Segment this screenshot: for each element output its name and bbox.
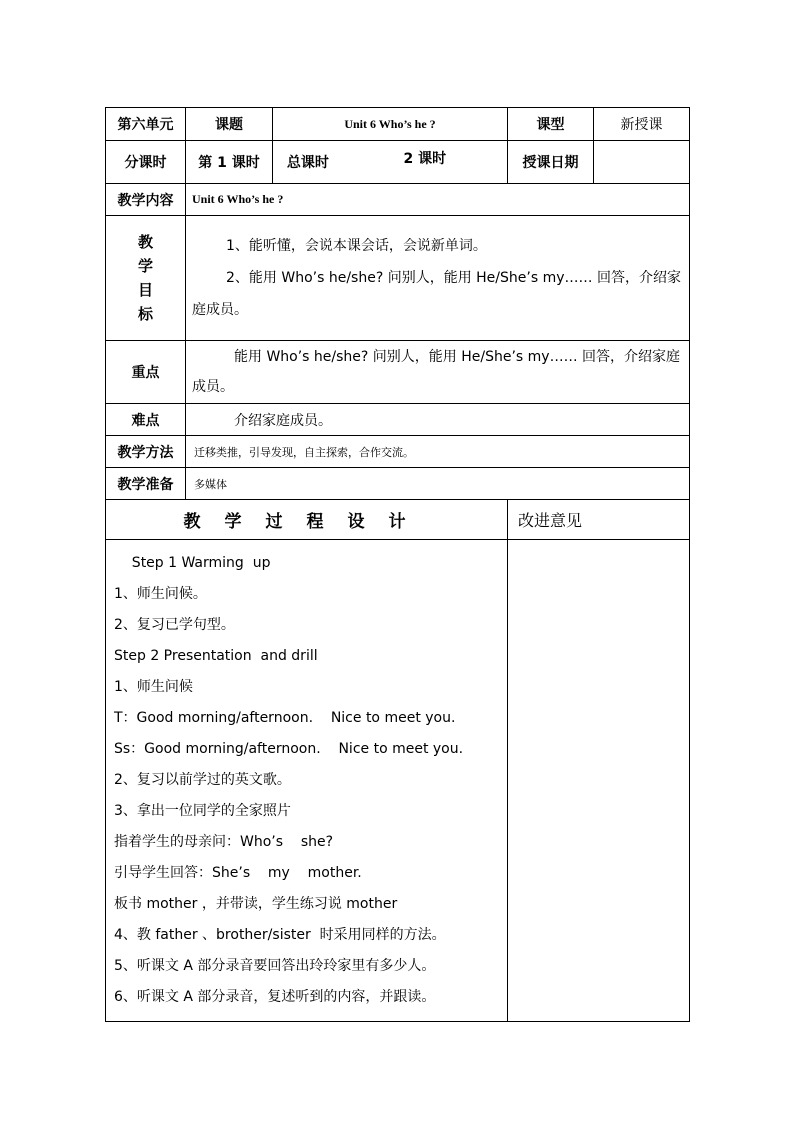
header-row bbox=[106, 108, 690, 141]
process-line: 指着学生的母亲问：Who’s she? bbox=[114, 834, 334, 850]
prep-value: 多媒体 bbox=[186, 468, 690, 500]
process-body-row bbox=[106, 540, 690, 1022]
total-periods-value: 2 课时 bbox=[403, 151, 447, 167]
process-line: 1、师生问候。 bbox=[114, 586, 207, 602]
process-line: 4、教 father 、brother/sister 时采用同样的方法。 bbox=[114, 927, 446, 943]
process-line: 2、复习以前学过的英文歌。 bbox=[114, 772, 291, 788]
method-value: 迁移类推，引导发现，自主探索，合作交流。 bbox=[186, 436, 690, 468]
content-label: 教学内容 bbox=[106, 184, 186, 216]
process-line: Step 1 Warming up bbox=[114, 555, 271, 571]
key-points-row bbox=[106, 341, 690, 404]
goal-line-2: 2、能用 Who’s he/she? 问别人，能用 He/She’s my…… 回答，介绍家庭成员。 bbox=[192, 270, 681, 318]
goals-label-char: 教 bbox=[137, 233, 153, 251]
key-points-value bbox=[186, 341, 690, 404]
goals-content bbox=[186, 216, 690, 341]
process-title: 教学过程设计 bbox=[106, 500, 508, 540]
process-line: 引导学生回答：She’s my mother. bbox=[114, 865, 362, 881]
date-label: 授课日期 bbox=[508, 141, 594, 184]
prep-row bbox=[106, 468, 690, 500]
method-label: 教学方法 bbox=[106, 436, 186, 468]
lesson-type-value: 新授课 bbox=[594, 108, 690, 141]
period-row bbox=[106, 141, 690, 184]
difficulty-row bbox=[106, 404, 690, 436]
difficulty-value bbox=[186, 404, 690, 436]
process-line: 板书 mother ，并带读，学生练习说 mother bbox=[114, 896, 398, 912]
process-line: Ss：Good morning/afternoon. Nice to meet you. bbox=[114, 741, 464, 757]
difficulty-text: 介绍家庭成员。 bbox=[234, 412, 332, 429]
feedback-label: 改进意见 bbox=[508, 500, 690, 540]
goals-label-char: 标 bbox=[137, 305, 153, 323]
difficulty-label: 难点 bbox=[106, 404, 186, 436]
process-line: 1、师生问候 bbox=[114, 679, 193, 695]
goals-label-char: 目 bbox=[137, 281, 153, 299]
process-body bbox=[106, 540, 508, 1022]
feedback-body bbox=[508, 540, 690, 1022]
period-value: 第 1 课时 bbox=[186, 141, 273, 184]
content-value: Unit 6 Who’s he ? bbox=[186, 184, 690, 216]
goals-row bbox=[106, 216, 690, 341]
goals-label bbox=[106, 216, 186, 341]
lesson-plan-table bbox=[105, 107, 690, 1022]
lesson-plan-sheet bbox=[105, 107, 689, 1022]
period-label: 分课时 bbox=[106, 141, 186, 184]
process-line: 5、听课文 A 部分录音要回答出玲玲家里有多少人。 bbox=[114, 958, 436, 974]
process-line: T：Good morning/afternoon. Nice to meet you. bbox=[114, 710, 456, 726]
key-points-text: 能用 Who’s he/she? 问别人，能用 He/She’s my…… 回答，介绍家庭成员。 bbox=[192, 349, 681, 395]
total-periods-label: 总课时 bbox=[286, 155, 329, 171]
key-points-label: 重点 bbox=[106, 341, 186, 404]
process-line: Step 2 Presentation and drill bbox=[114, 648, 318, 664]
method-row bbox=[106, 436, 690, 468]
lesson-type-label: 课型 bbox=[508, 108, 594, 141]
goal-line-1: 1、能听懂，会说本课会话，会说新单词。 bbox=[226, 238, 487, 254]
content-row bbox=[106, 184, 690, 216]
goals-label-char: 学 bbox=[137, 257, 153, 275]
topic-value: Unit 6 Who’s he ? bbox=[273, 108, 508, 141]
topic-label: 课题 bbox=[186, 108, 273, 141]
date-value bbox=[594, 141, 690, 184]
process-line: 6、听课文 A 部分录音，复述听到的内容，并跟读。 bbox=[114, 989, 436, 1005]
process-line: 2、复习已学句型。 bbox=[114, 617, 235, 633]
unit-cell: 第六单元 bbox=[106, 108, 186, 141]
process-header-row bbox=[106, 500, 690, 540]
process-line: 3、拿出一位同学的全家照片 bbox=[114, 803, 291, 819]
prep-label: 教学准备 bbox=[106, 468, 186, 500]
